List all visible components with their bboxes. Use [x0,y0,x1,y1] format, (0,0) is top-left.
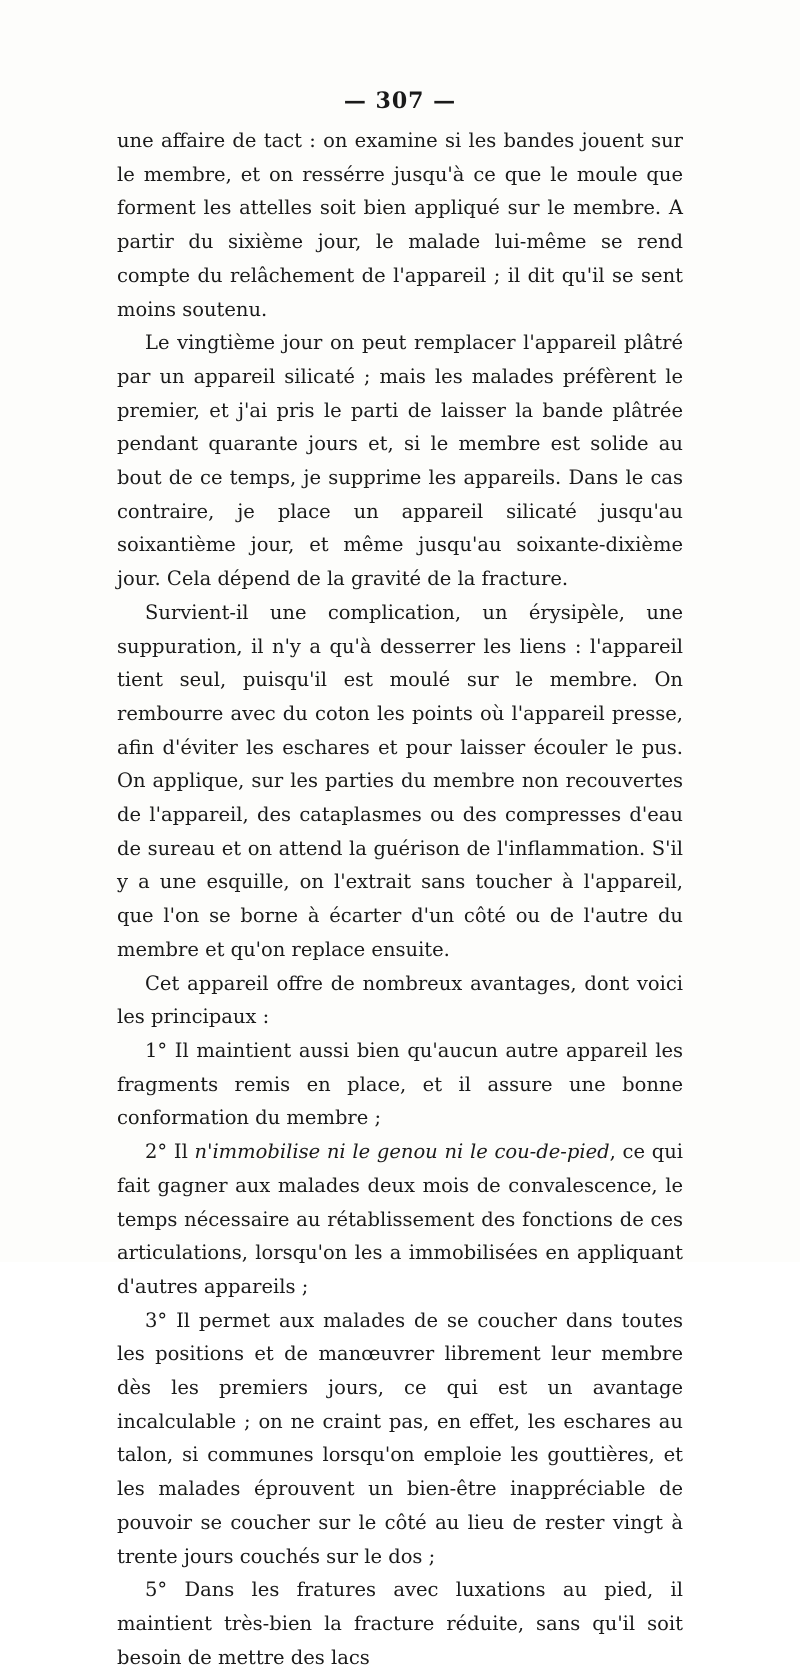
page-number: — 307 — [343,88,457,114]
advantage-2-rest: , ce qui fait gagner aux malades deux mois de convalescence, le temps nécessaire au rétablissement des fonctions de ces articulations, lorsqu'on les a immobilisées en appliquant d'autres appareils ; [117,1140,683,1298]
advantage-2-lead: 2° Il [145,1140,195,1164]
paragraph-advantage-2 [117,1135,683,1304]
paragraph-advantage-5: 5° Dans les fratures avec luxations au pied, il maintient très-bien la fracture réduite, sans qu'il soit besoin de mettre des lacs [117,1578,683,1669]
advantage-2-italic: n'immobilise ni le genou ni le cou-de-pied [194,1140,610,1164]
paragraph-advantage-3: 3° Il permet aux malades de se coucher dans toutes les positions et de manœuvrer librement leur membre dès les premiers jours, ce qui est un avantage incalculable ; on ne craint pas, en effet, les eschares au talon, si communes lorsqu'on emploie les gouttières, et les malades éprouvent un bien-être inappréciable de pouvoir se coucher sur le côté au lieu de rester vingt à trente jours couchés sur le dos ; [117,1308,683,1568]
paragraph-complications: Survient-il une complication, un érysipèle, une suppuration, il n'y a qu'à desserrer les liens : l'appareil tient seul, puisqu'il est moulé sur le membre. On rembourre avec du coton les points où l'appareil presse, afin d'éviter les eschares et pour laisser écouler le pus. On applique, sur les parties du membre non recouvertes de l'appareil, des cataplasmes ou des compresses d'eau de sureau et on attend la guérison de l'inflammation. S'il y a une esquille, on l'extrait sans toucher à l'appareil, que l'on se borne à écarter d'un côté ou de l'autre du membre et qu'on replace ensuite. [117,600,683,961]
paragraph-continuation: une affaire de tact : on examine si les bandes jouent sur le membre, et on ressérre jusqu'à ce que le moule que forment les attelles soit bien appliqué sur le membre. A partir du sixième jour, le malade lui-même se rend compte du relâchement de l'appareil ; il dit qu'il se sent moins soutenu. [117,129,683,321]
paragraph-advantage-1: 1° Il maintient aussi bien qu'aucun autre appareil les fragments remis en place, et il assure une bonne conformation du membre ; [117,1038,683,1130]
paragraph-plaster-replacement: Le vingtième jour on peut remplacer l'appareil plâtré par un appareil silicaté ; mais les malades préfèrent le premier, et j'ai pris le parti de laisser la bande plâtrée pendant quarante jours et, si le membre est solide au bout de ce temps, je supprime les appareils. Dans le cas contraire, je place un appareil silicaté jusqu'au soixantième jour, et même jusqu'au soixante-dixième jour. Cela dépend de la gravité de la fracture. [117,331,683,591]
body-text [117,124,683,1674]
paragraph-advantages-intro: Cet appareil offre de nombreux avantages, dont voici les principaux : [117,971,683,1029]
